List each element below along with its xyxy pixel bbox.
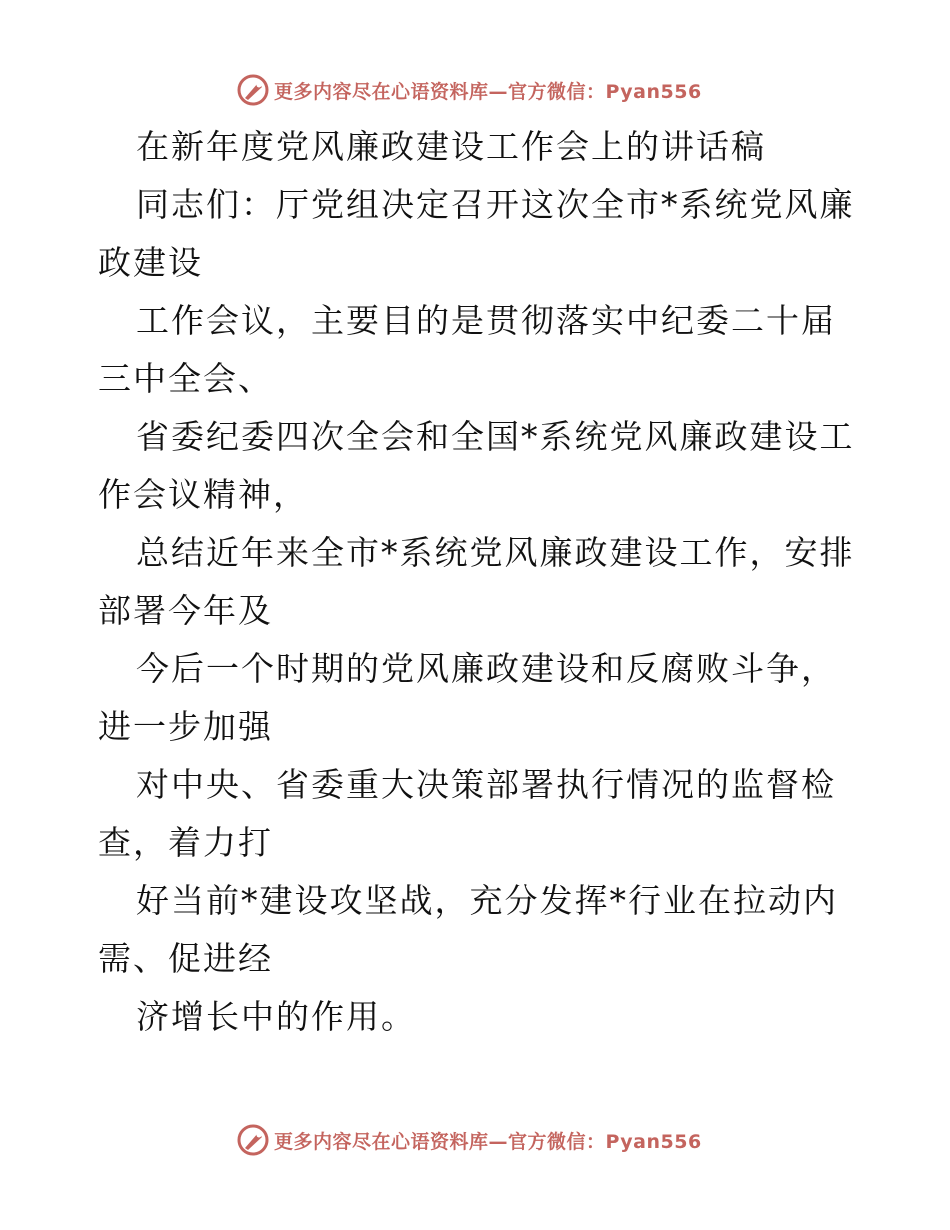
paragraph-3: 省委纪委四次全会和全国*系统党风廉政建设工作会议精神， (98, 417, 855, 514)
paragraph-6: 对中央、省委重大决策部署执行情况的监督检查，着力打 (98, 765, 836, 862)
header-watermark (236, 72, 702, 108)
paragraph-5: 今后一个时期的党风廉政建设和反腐败斗争，进一步加强 (98, 649, 836, 746)
pen-nib-logo-icon (236, 73, 270, 107)
paragraph-8: 济增长中的作用。 (136, 997, 416, 1036)
paragraph-2: 工作会议，主要目的是贯彻落实中纪委二十届三中全会、 (98, 301, 836, 398)
document-title: 在新年度党风廉政建设工作会上的讲话稿 (136, 127, 766, 166)
document-body (98, 118, 858, 1046)
paragraph-1: 同志们：厅党组决定召开这次全市*系统党风廉政建设 (98, 185, 855, 282)
paragraph-7: 好当前*建设攻坚战，充分发挥*行业在拉动内需、促进经 (98, 881, 838, 978)
header-brand-text: 更多内容尽在心语资料库—官方微信：Pyan556 (274, 80, 702, 103)
pen-nib-logo-icon (236, 1123, 270, 1157)
paragraph-4: 总结近年来全市*系统党风廉政建设工作，安排部署今年及 (98, 533, 855, 630)
footer-brand-text: 更多内容尽在心语资料库—官方微信：Pyan556 (274, 1130, 702, 1153)
footer-watermark (236, 1122, 702, 1158)
